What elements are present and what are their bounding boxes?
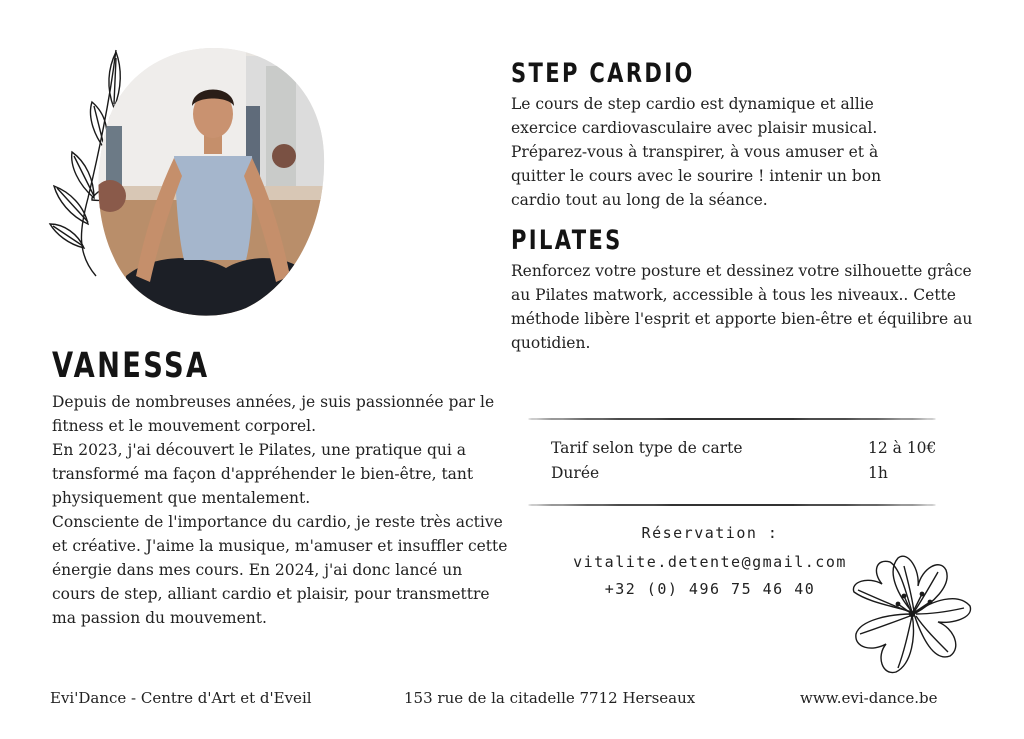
course-description-step-cardio: Le cours de step cardio est dynamique et allie exercice cardiovasculaire avec plaisir musical. Préparez-vous à transpirer, à vous amuser et à quitter le cours avec le sourire ! intenir un bon cardio tout au long de la séance. <box>511 95 882 209</box>
reservation-label: Réservation : <box>641 524 779 542</box>
bio-paragraph: Consciente de l'importance du cardio, je reste très active et créative. J'aime la musique, m'amuser et insuffler cette énergie dans mes cours. En 2024, j'ai donc lancé un cours de step, alliant cardio et plaisir, pour transmettre ma passion du mouvement. <box>52 513 508 627</box>
pricing-value-duree: 1h <box>868 464 888 482</box>
footer-address: 153 rue de la citadelle 7712 Herseaux <box>404 689 696 707</box>
profile-bio <box>52 390 510 630</box>
bio-paragraph: En 2023, j'ai découvert le Pilates, une pratique qui a transformé ma façon d'appréhender le bien-être, tant physiquement que mentalement. <box>52 441 474 507</box>
pricing-label-duree: Durée <box>551 464 600 482</box>
flower-icon <box>846 552 974 676</box>
instructor-photo <box>96 46 326 318</box>
profile-name: VANESSA <box>52 346 210 386</box>
course-description-pilates: Renforcez votre posture et dessinez votre silhouette grâce au Pilates matwork, accessible à tous les niveaux.. Cette méthode libère l'esprit et apporte bien-être et équilibre au quotidien. <box>511 262 973 352</box>
pricing-label-tarif: Tarif selon type de carte <box>551 439 743 457</box>
divider-top <box>528 418 936 420</box>
reservation-phone[interactable]: +32 (0) 496 75 46 40 <box>604 580 816 598</box>
footer-website-link[interactable]: www.evi-dance.be <box>800 689 938 707</box>
footer-center-name: Evi'Dance - Centre d'Art et d'Eveil <box>50 689 312 707</box>
reservation-email[interactable]: vitalite.detente@gmail.com <box>573 553 847 571</box>
bio-paragraph: Depuis de nombreuses années, je suis passionnée par le fitness et le mouvement corporel. <box>52 393 495 435</box>
course-title-step-cardio: STEP CARDIO <box>511 58 695 89</box>
course-title-pilates: PILATES <box>511 225 623 256</box>
pricing-value-tarif: 12 à 10€ <box>868 439 937 457</box>
divider-bottom <box>528 504 936 506</box>
